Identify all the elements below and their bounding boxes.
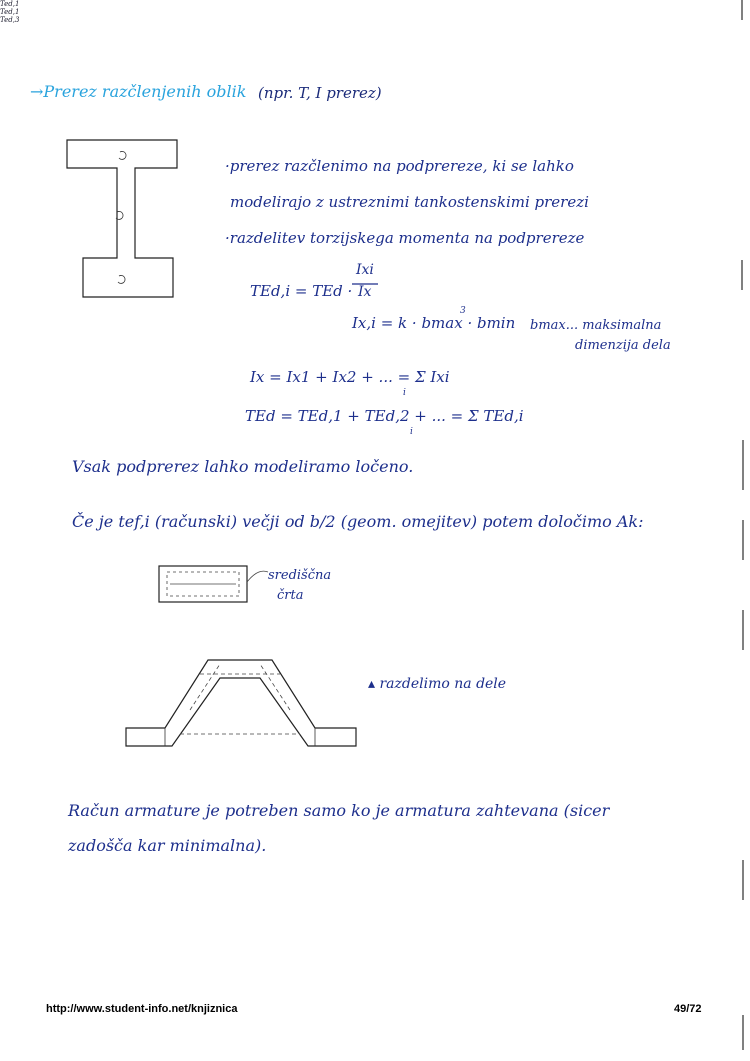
torsion-arrow-icon	[119, 151, 126, 159]
centerline-label-1: središčna	[268, 568, 332, 583]
formula-sum-ted: TEd = TEd,1 + TEd,2 + ... = Σ TEd,i	[245, 407, 524, 425]
bullet-1: ·prerez razčlenimo na podprereze, ki se lahko	[225, 157, 574, 175]
paragraph-condition: Če je tef,i (računski) večji od b/2 (geom. omejitev) potem določimo Ak:	[72, 512, 644, 531]
conclusion-line-2: zadošča kar minimalna).	[68, 836, 267, 855]
bmax-note-line-1: bmax... maksimalna	[530, 318, 662, 333]
page-edge-marks	[712, 0, 750, 1061]
sketch-label-top: Ted,1	[0, 0, 20, 8]
formula-sum-ix: Ix = Ix1 + Ix2 + ... = Σ Ixi	[250, 368, 450, 386]
formula-distribution-lhs: TEd,i = TEd ·	[250, 282, 353, 300]
bullet-3: ·razdelitev torzijskega momenta na podprereze	[225, 229, 585, 247]
sketch-label-web: Ted,1	[0, 8, 20, 16]
heading-note: (npr. T, I prerez)	[258, 84, 382, 102]
sketch-label-bottom: Ted,3	[0, 16, 20, 24]
trapezoid-section-sketch	[120, 650, 380, 760]
formula-fraction-denominator: Ix	[358, 284, 372, 300]
footer-url[interactable]: http://www.student-info.net/knjiznica	[46, 1003, 238, 1015]
torsion-arrow-icon	[118, 275, 125, 283]
bullet-2: modelirajo z ustreznimi tankostenskimi prerezi	[230, 193, 589, 211]
conclusion-line-1: Račun armature je potreben samo ko je armatura zahtevana (sicer	[68, 801, 610, 820]
centerline-label-2: črta	[277, 588, 304, 603]
divide-label: ▴ razdelimo na dele	[368, 676, 507, 692]
sum-index-1: i	[403, 388, 406, 398]
bmax-note-line-2: dimenzija dela	[575, 338, 671, 353]
formula-inertia: Ix,i = k · bmax · bmin	[352, 314, 516, 332]
page-number: 49/72	[674, 1003, 702, 1015]
formula-fraction-numerator: Ixi	[356, 262, 374, 278]
formula-inertia-exponent: 3	[460, 306, 466, 316]
page-edge	[712, 0, 750, 1061]
section-heading: →Prerez razčlenjenih oblik	[30, 82, 247, 101]
paragraph-separate: Vsak podprerez lahko modeliramo ločeno.	[72, 457, 414, 476]
sum-index-2: i	[410, 427, 413, 437]
